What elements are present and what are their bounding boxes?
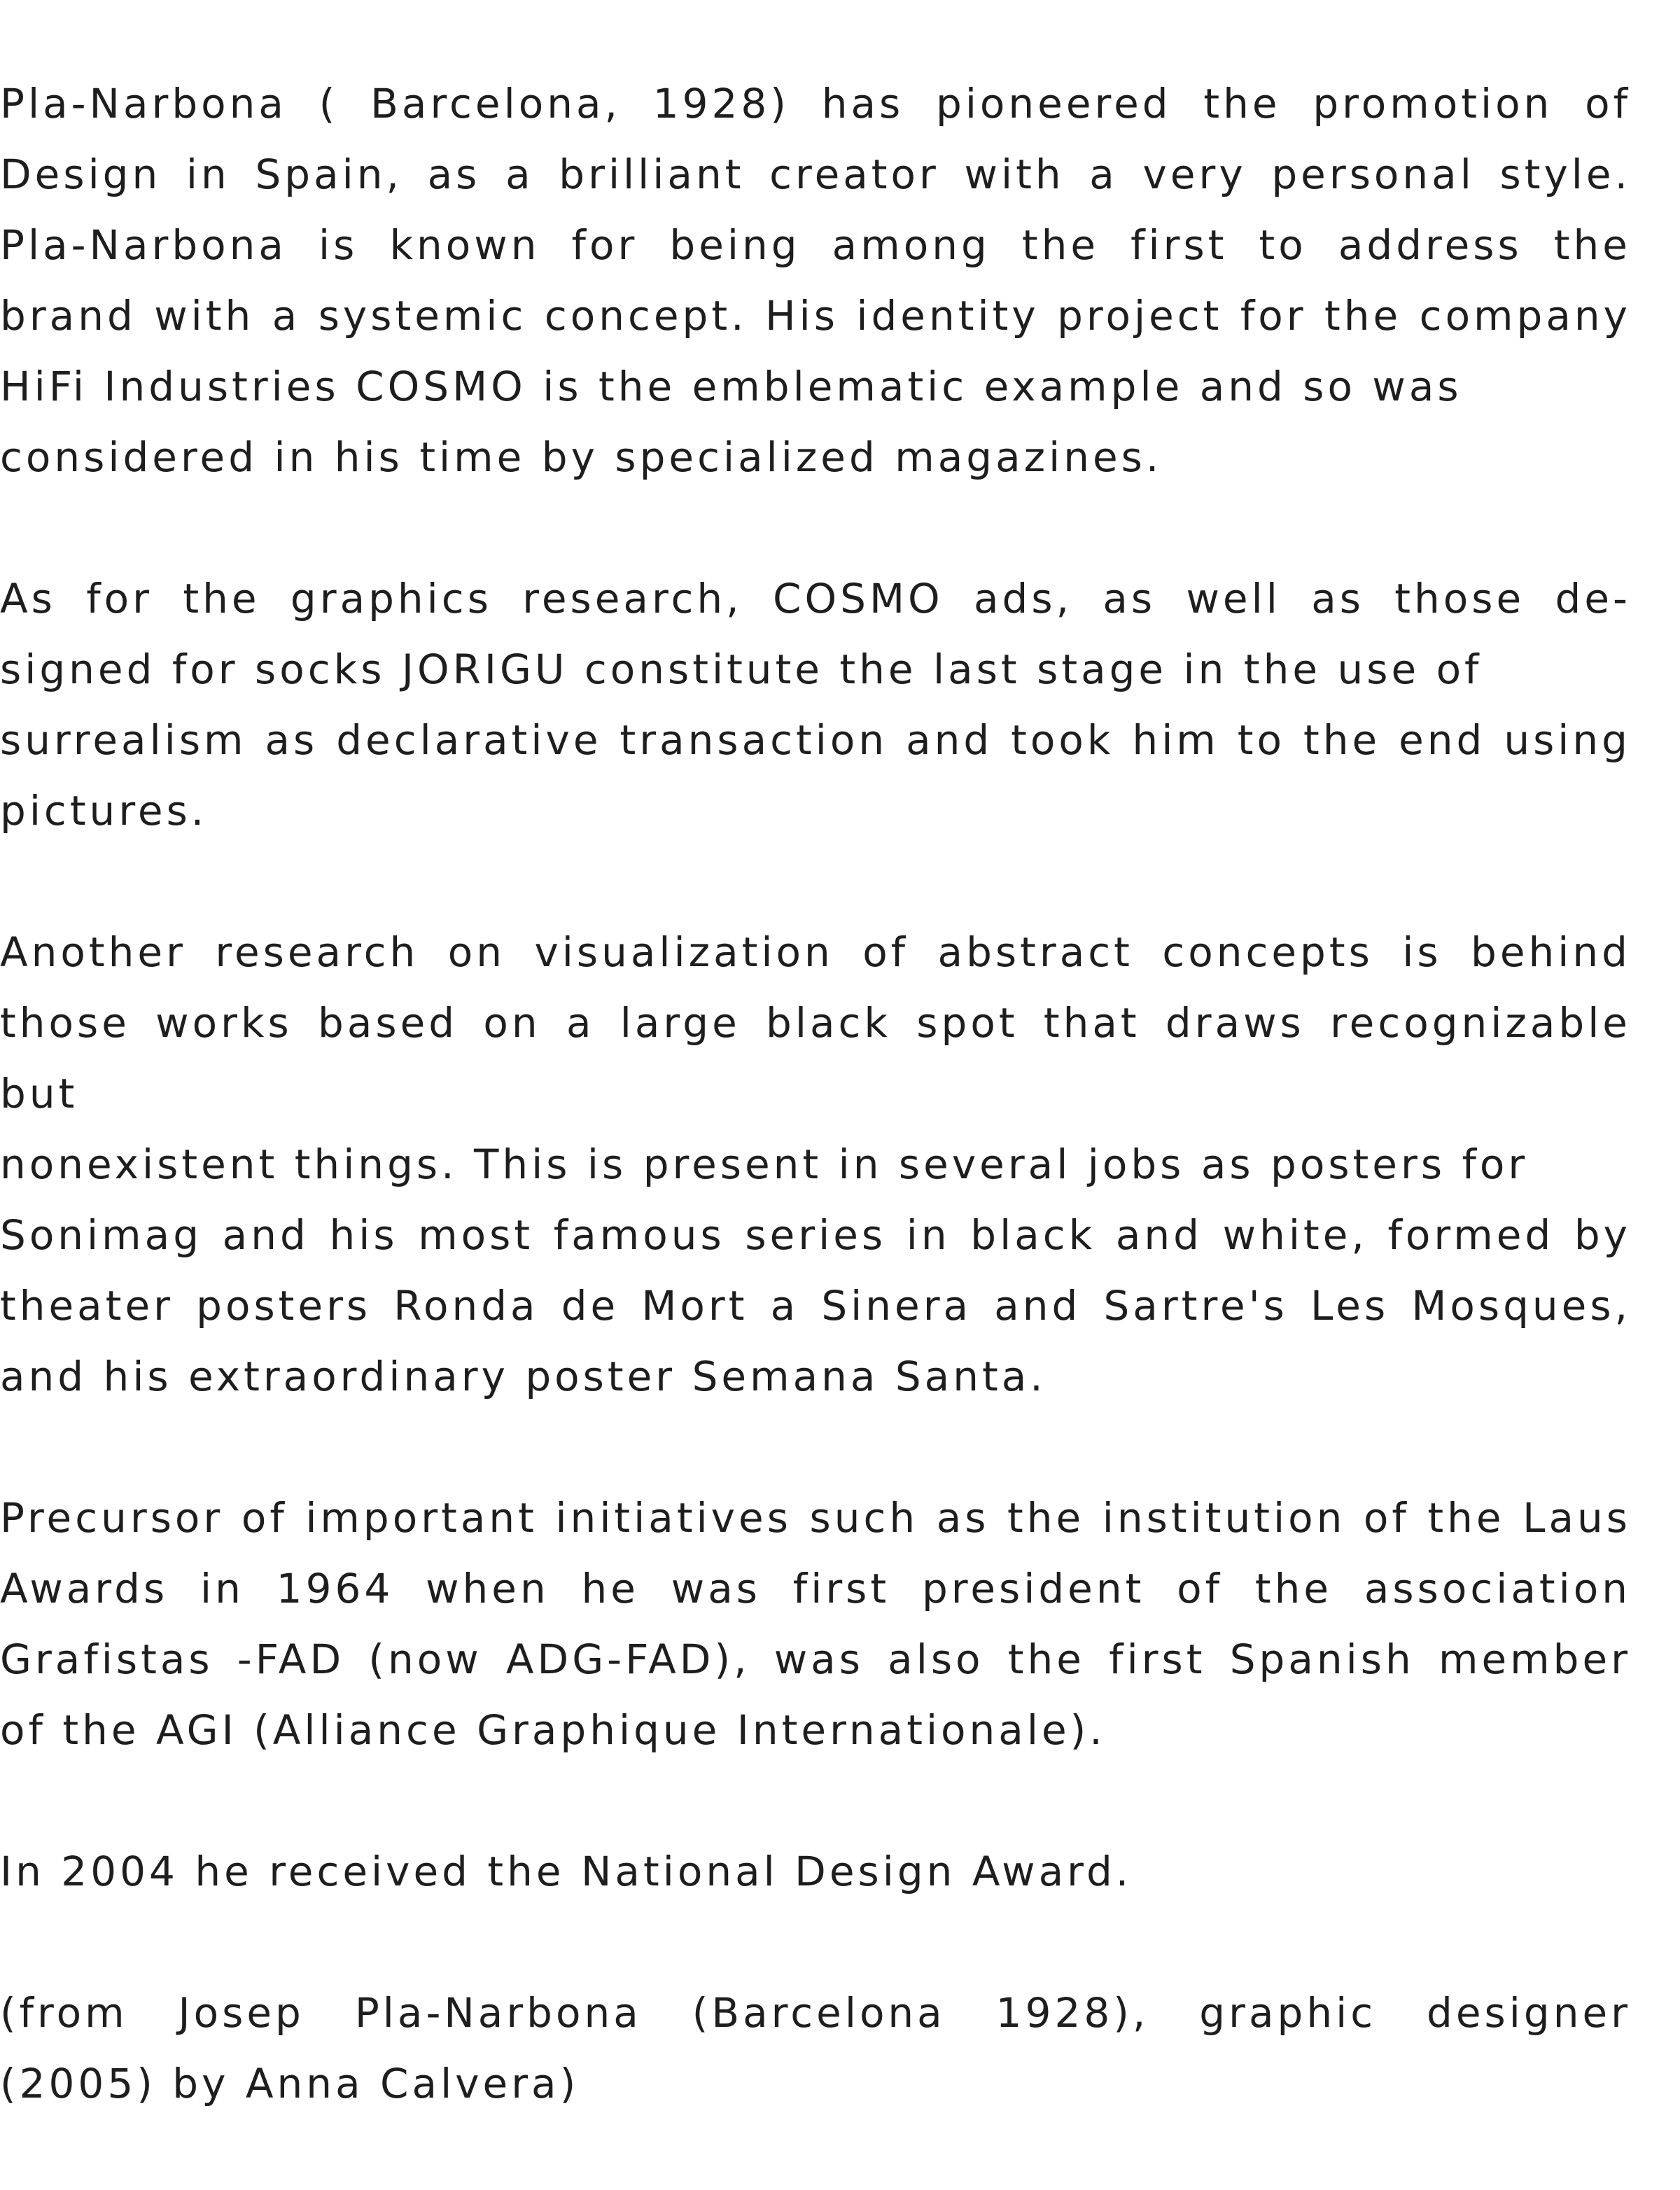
text-line: Awards in 1964 when he was first president of the association	[0, 1565, 1631, 1612]
biography-text	[0, 69, 1631, 2190]
paragraph-source-citation	[0, 1978, 1631, 2119]
paragraph-intro	[0, 69, 1631, 493]
text-line: Grafistas -FAD (now ADG-FAD), was also the first Spanish member	[0, 1635, 1631, 1683]
text-line: considered in his time by specialized magazines.	[0, 433, 1163, 481]
text-line: (2005) by Anna Calvera)	[0, 2060, 580, 2107]
text-line: surrealism as declarative transaction and took him to the end using	[0, 716, 1631, 764]
text-line: Pla-Narbona is known for being among the first to address the	[0, 221, 1631, 269]
text-line: and his extraordinary poster Semana Santa.	[0, 1353, 1046, 1400]
text-line: those works based on a large black spot that draws recognizable	[0, 999, 1631, 1047]
text-line: brand with a systemic concept. His identity project for the company	[0, 292, 1631, 340]
text-line: theater posters Ronda de Mort a Sinera and Sartre's Les Mosques,	[0, 1282, 1631, 1330]
text-line: pictures.	[0, 787, 208, 835]
text-line: Precursor of important initiatives such as the institution of the Laus	[0, 1494, 1631, 1542]
text-line: nonexistent things. This is present in several jobs as posters for	[0, 1141, 1529, 1188]
text-line: As for the graphics research, COSMO ads, as well as those de-	[0, 575, 1631, 622]
text-line: Design in Spain, as a brilliant creator with a very personal style.	[0, 151, 1631, 198]
paragraph-abstract-concepts	[0, 917, 1631, 1412]
text-line: (from Josep Pla-Narbona (Barcelona 1928), graphic designer	[0, 1989, 1631, 2037]
text-line: of the AGI (Alliance Graphique Internationale).	[0, 1706, 1106, 1754]
paragraph-initiatives	[0, 1483, 1631, 1766]
paragraph-graphics-research	[0, 564, 1631, 846]
text-line: Pla-Narbona ( Barcelona, 1928) has pioneered the promotion of	[0, 80, 1631, 127]
text-line: signed for socks JORIGU constitute the last stage in the use of	[0, 646, 1483, 693]
text-line: but	[0, 1070, 78, 1117]
paragraph-award	[0, 1836, 1631, 1907]
text-line: HiFi Industries COSMO is the emblematic example and so was	[0, 363, 1462, 410]
text-line: In 2004 he received the National Design Award.	[0, 1848, 1133, 1895]
text-line: Another research on visualization of abstract concepts is behind	[0, 928, 1631, 976]
text-line: Sonimag and his most famous series in black and white, formed by	[0, 1211, 1631, 1259]
